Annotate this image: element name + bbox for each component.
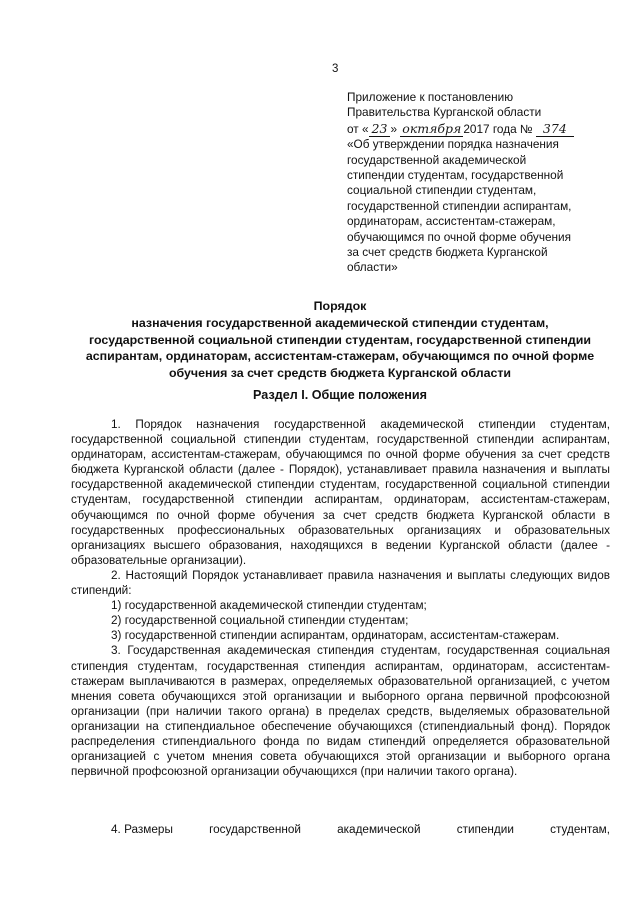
appendix-caption-line: государственной стипендии аспирантам, — [347, 198, 572, 213]
document-title — [70, 298, 610, 382]
last-line-word: государственной — [209, 823, 301, 836]
page-number: 3 — [332, 63, 339, 75]
appendix-caption-line: ординаторам, ассистентам-стажерам, — [347, 214, 556, 229]
appendix-line-2: Правительства Курганской области — [347, 105, 542, 120]
title-heading: Порядок — [313, 299, 367, 313]
paragraph-3: 3. Государственная академическая стипендия студентам, государственная социальная стипендия студентам, государственная стипендия аспирантам, ординаторам, ассистентам-стажерам выплачиваются в размерах, определяемых образовательной организацией, с учетом мнения совета обучающихся этой организации и выборного органа первичной профсоюзной организации (при наличии такого органа) в пределах средств, выделяемых образовательной организации на стипендиальное обеспечение обучающихся (стипендиальный фонд). Порядок распределения стипендиального фонда по видам стипендий определяется образовательной организацией с учетом мнения совета обучающихся этой организации и выборного органа первичной профсоюзной организации обучающихся (при наличии такого органа). — [71, 644, 610, 779]
title-line: государственной социальной стипендии студентам, государственной стипендии — [88, 332, 591, 347]
appendix-line-1: Приложение к постановлению — [347, 90, 514, 104]
appendix-caption-line: государственной академической — [347, 152, 527, 167]
appendix-caption-line: обучающимся по очной форме обучения — [347, 229, 572, 244]
appendix-caption-line: социальной стипендии студентам, — [347, 183, 537, 198]
appendix-header — [347, 90, 615, 276]
last-line-word: студентам, — [550, 823, 610, 836]
list-item: 1) государственной академической стипендии студентам; — [111, 599, 427, 613]
appendix-caption-line: за счет средств бюджета Курганской — [347, 245, 548, 260]
paragraph-2: 2. Настоящий Порядок устанавливает правила назначения и выплаты следующих видов стипендий: — [71, 568, 610, 598]
handwritten-day: 23 — [369, 121, 391, 137]
appendix-caption-line: «Об утверждении порядка назначения — [347, 137, 559, 152]
title-line: обучения за счет средств бюджета Курганской области — [168, 366, 512, 381]
appendix-caption-line: стипендии студентам, государственной — [347, 168, 564, 183]
handwritten-doc-number: 374 — [536, 121, 574, 137]
last-line-word: стипендии — [456, 823, 514, 836]
body-text — [71, 417, 610, 779]
title-line: назначения государственной академической стипендии студентам, — [131, 315, 549, 330]
handwritten-month: октября — [402, 120, 462, 136]
paragraph-4-first-line — [71, 822, 610, 837]
last-line-word: академической — [337, 823, 421, 836]
section-title: Раздел I. Общие положения — [253, 388, 427, 402]
date-prefix: от « — [347, 121, 369, 136]
date-mid: » — [390, 121, 398, 136]
list-item: 3) государственной стипендии аспирантам, ординаторам, ассистентам-стажерам. — [111, 629, 560, 643]
title-line: аспирантам, ординаторам, ассистентам-стажерам, обучающимся по очной форме — [85, 349, 595, 364]
appendix-date-line — [347, 121, 615, 137]
appendix-caption-line: области» — [347, 260, 398, 275]
list-item: 2) государственной социальной стипендии студентам; — [111, 614, 409, 628]
last-line-word: 4. Размеры — [111, 823, 173, 836]
paragraph-1: 1. Порядок назначения государственной академической стипендии студентам, государственной социальной стипендии студентам, государственной стипендии аспирантам, ординаторам, ассистентам-стажерам, обучающимся по очной форме обучения за счет средств бюджета Курганской области (далее - Порядок), устанавливает правила назначения и выплаты государственной академической стипендии студентам, государственной социальной стипендии студентам, государственной стипендии аспирантам, ординаторам, ассистентам-стажерам, обучающимся по очной форме обучения за счет средств бюджета Курганской области в государственных профессиональных образовательных организациях и образовательных организациях высшего образования, находящихся в ведении Курганской области (далее - образовательные организации). — [71, 418, 610, 567]
date-year: 2017 года № — [463, 121, 533, 136]
